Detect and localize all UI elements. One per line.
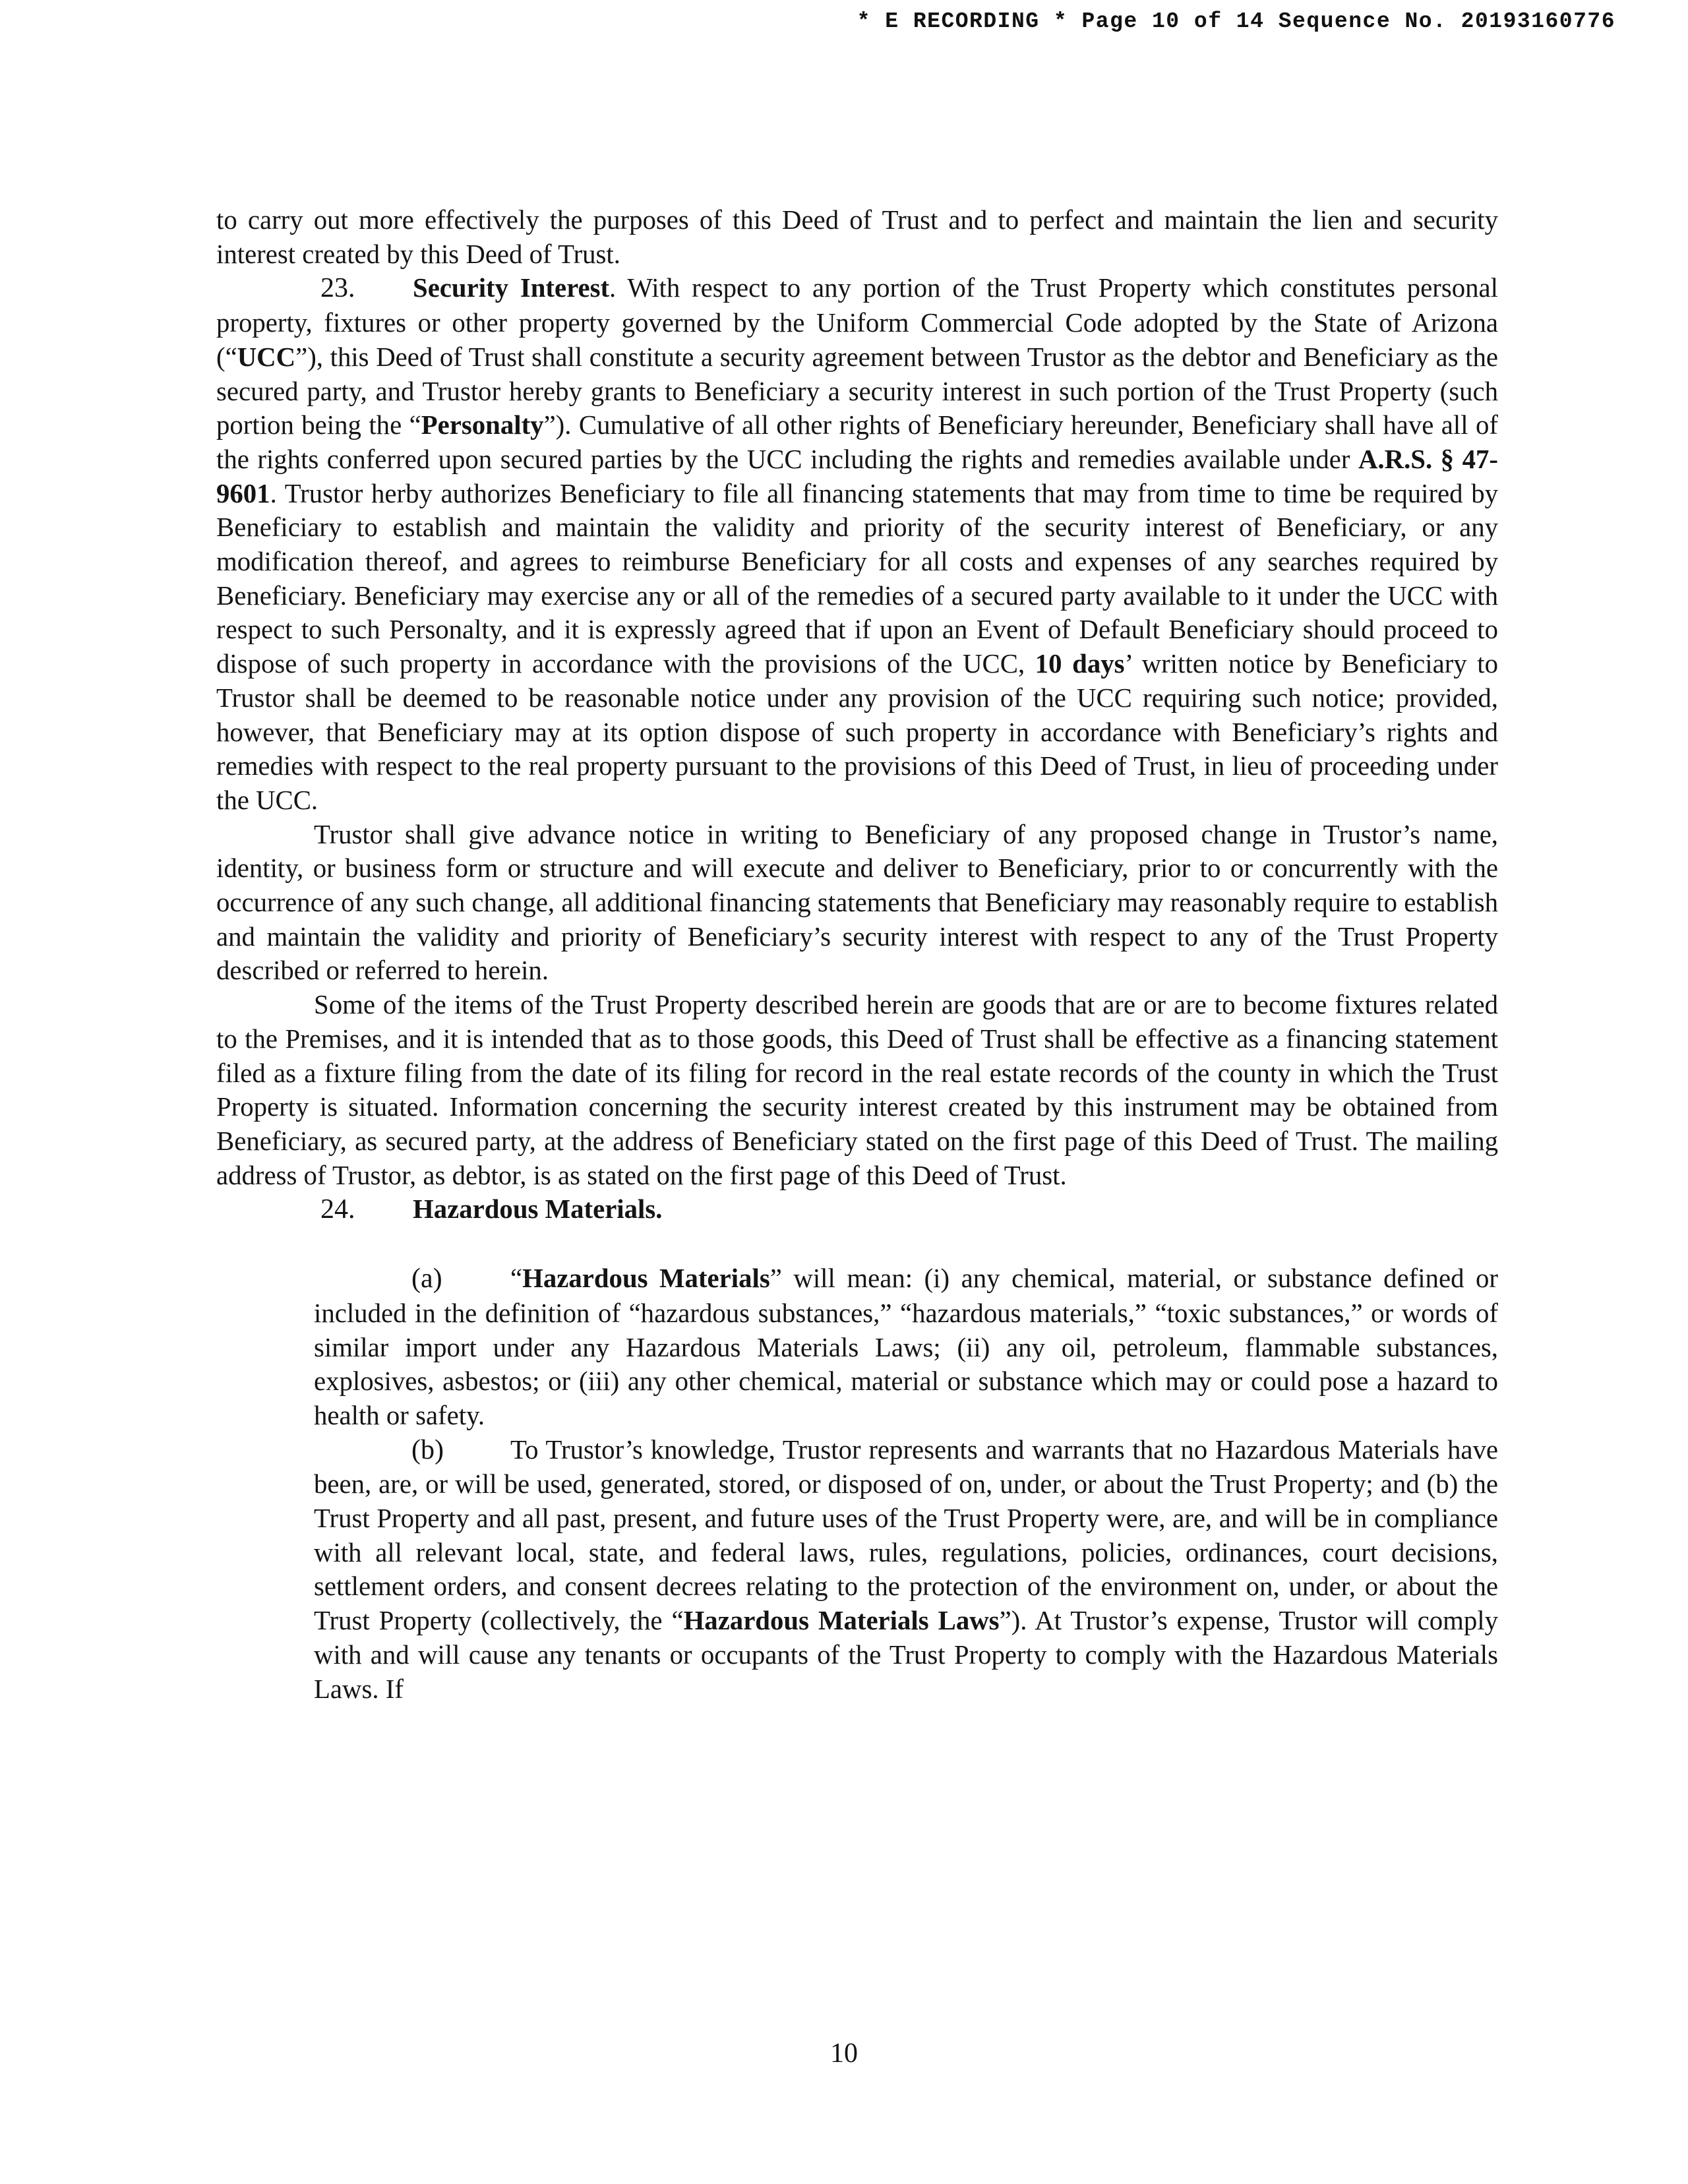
section-24-title: Hazardous Materials <box>413 1194 656 1225</box>
subsection-a-label: (a) <box>411 1263 442 1294</box>
advance-notice-paragraph: Trustor shall give advance notice in writing to Beneficiary of any proposed change in Trustor’s name, identity, or business form or structure and will execute and deliver to Beneficiary, prior to or concurrently with the occurrence of any such change, all additional financing statements that Beneficiary may reasonably require to establish and maintain the validity and priority of Beneficiary’s security interest with respect to any of the Trust Property described or referred to herein. <box>216 819 1498 986</box>
subsection-b: (b) To Trustor’s knowledge, Trustor represents and warrants that no Hazardous Materials have been, are, or will be used, generated, stored, or disposed of on, under, or about the Trust Property; and (b) the Trust Property and all past, present, and future uses of the Trust Property were, are, and will be in compliance with all relevant local, state, and federal laws, rules, regulations, policies, ordinances, court decisions, settlement orders, and consent decrees relating to the protection of the environment on, under, or about the Trust Property (collectively, the “Hazardous Materials Laws”). At Trustor’s expense, Trustor will comply with and will cause any tenants or occupants of the Trust Property to comply with the Hazardous Materials Laws. If <box>314 1434 1498 1704</box>
page-number: 10 <box>830 2038 858 2069</box>
ucc-term: UCC <box>237 342 296 372</box>
ars-citation: A.R.S. § 47-9601 <box>216 444 1498 508</box>
hazardous-materials-laws-term: Hazardous Materials Laws <box>683 1606 1000 1636</box>
hazardous-materials-term: Hazardous Materials <box>522 1263 770 1294</box>
section-23-paragraph: 23. Security Interest. With respect to any portion of the Trust Property which constitutes personal property, fixtures or other property governed by the Uniform Commercial Code adopted by the State of Arizona (“UCC”), this Deed of Trust shall constitute a security agreement between Trustor as the debtor and Beneficiary as the secured party, and Trustor hereby grants to Beneficiary a security interest in such portion of the Trust Property (such portion being the “Personalty”). Cumulative of all other rights of Beneficiary hereunder, Beneficiary shall have all of the rights conferred upon secured parties by the UCC including the rights and remedies available under A.R.S. § 47-9601. Trustor herby authorizes Beneficiary to file all financing statements that may from time to time be required by Beneficiary to establish and maintain the validity and priority of the security interest of Beneficiary, or any modification thereof, and agrees to reimburse Beneficiary for all costs and expenses of any searches required by Beneficiary. Beneficiary may exercise any or all of the remedies of a secured party available to it under the UCC with respect to such Personalty, and it is expressly agreed that if upon an Event of Default Beneficiary should proceed to dispose of such property in accordance with the provisions of the UCC, 10 days’ written notice by Beneficiary to Trustor shall be deemed to be reasonable notice under any provision of the UCC requiring such notice; provided, however, that Beneficiary may at its option dispose of such property in accordance with Beneficiary’s rights and remedies with respect to the real property pursuant to the provisions of this Deed of Trust, in lieu of proceeding under the UCC. <box>216 273 1498 815</box>
continuation-paragraph: to carry out more effectively the purposes of this Deed of Trust and to perfect and maintain the lien and security interest created by this Deed of Trust. <box>216 205 1498 269</box>
recording-header: * E RECORDING * Page 10 of 14 Sequence No. 20193160776 <box>857 9 1615 34</box>
document-body <box>216 203 1498 1706</box>
personalty-term: Personalty <box>421 410 544 440</box>
subsection-b-label: (b) <box>411 1434 444 1465</box>
section-24-number: 24. <box>320 1194 355 1225</box>
fixture-filing-paragraph: Some of the items of the Trust Property described herein are goods that are or are to become fixtures related to the Premises, and it is intended that as to those goods, this Deed of Trust shall be effective as a financing statement filed as a fixture filing from the date of its filing for record in the real estate records of the county in which the Trust Property is situated. Information concerning the security interest created by this instrument may be obtained from Beneficiary, as secured party, at the address of Beneficiary stated on the first page of this Deed of Trust. The mailing address of Trustor, as debtor, is as stated on the first page of this Deed of Trust. <box>216 990 1498 1190</box>
section-23-number: 23. <box>320 273 355 304</box>
subsection-a: (a) “Hazardous Materials” will mean: (i) any chemical, material, or substance defined or included in the definition of “hazardous substances,” “hazardous materials,” “toxic substances,” or words of similar import under any Hazardous Materials Laws; (ii) any oil, petroleum, flammable substances, explosives, asbestos; or (iii) any other chemical, material or substance which may or could pose a hazard to health or safety. <box>314 1263 1498 1430</box>
section-23-title: Security Interest <box>413 273 610 303</box>
notice-days: 10 days <box>1035 649 1125 679</box>
section-24-heading: 24. Hazardous Materials. <box>216 1192 1498 1227</box>
